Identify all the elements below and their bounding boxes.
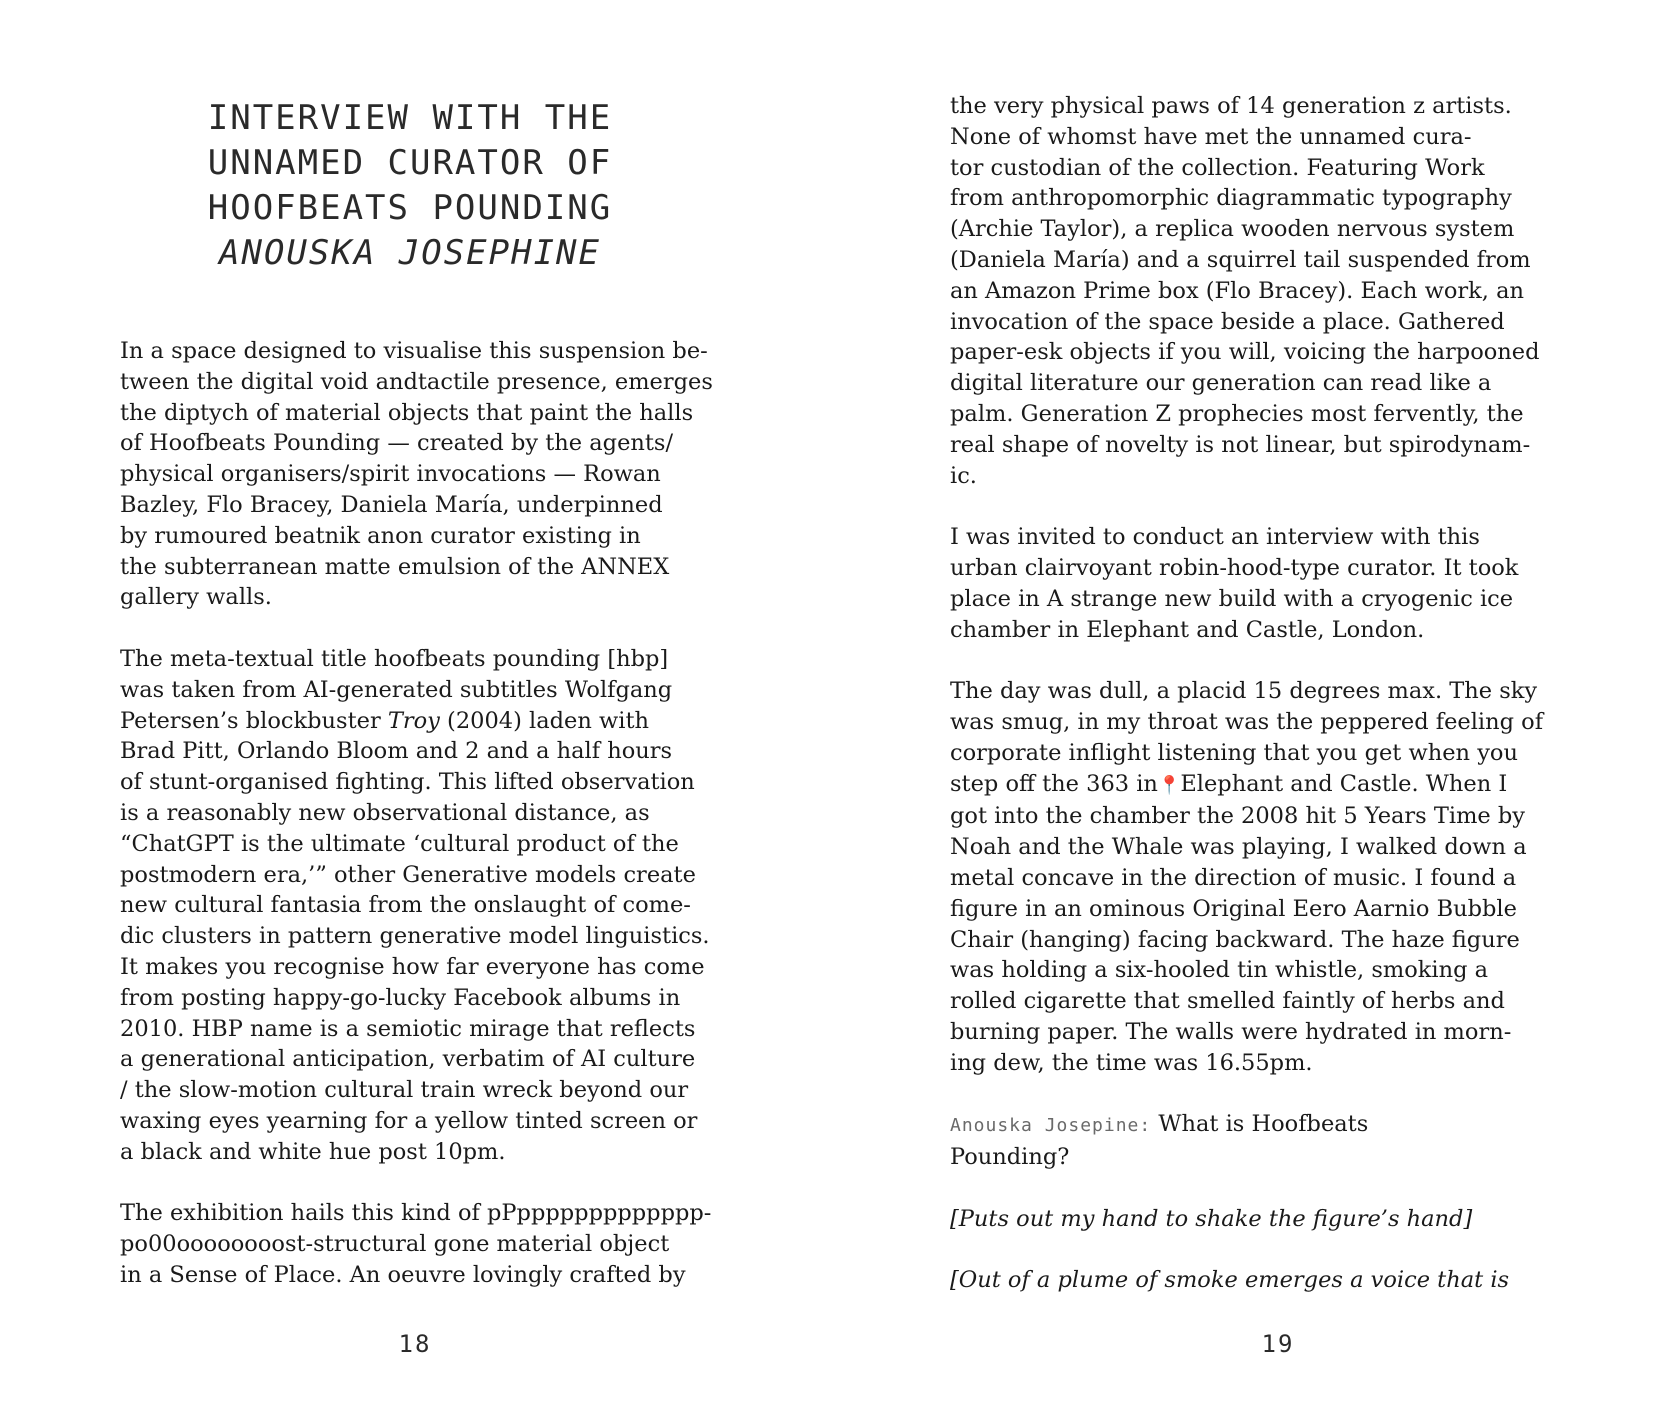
text-line: gallery walls.: [120, 584, 272, 611]
text-line: postmodern era,’” other Generative models create: [120, 861, 696, 888]
page-number: 19: [1261, 1330, 1295, 1358]
text-line: real shape of novelty is not linear, but spirodynam-: [950, 431, 1531, 458]
text-line: a black and white hue post 10pm.: [120, 1138, 506, 1165]
text-line: po00oooooooost-structural gone material object: [120, 1231, 670, 1258]
text-line: corporate inflight listening that you get when you: [950, 739, 1518, 766]
text-line: was taken from AI-generated subtitles Wolfgang: [120, 676, 673, 703]
text-line: urban clairvoyant robin-hood-type curator. It took: [950, 554, 1519, 581]
text-line: [950, 1109, 1560, 1142]
text-line: metal concave in the direction of music. I found a: [950, 864, 1517, 891]
location-pin-icon: 📍: [1157, 774, 1181, 796]
title-line-2: UNNAMED CURATOR OF: [207, 143, 613, 183]
text-line: None of whomst have met the unnamed cura-: [950, 123, 1472, 150]
title-line-1: INTERVIEW WITH THE: [207, 98, 613, 138]
title-author: ANOUSKA JOSEPHINE: [219, 233, 601, 273]
text-line: In a space designed to visualise this suspension be-: [120, 338, 708, 364]
text-line: “ChatGPT is the ultimate ‘cultural product of the: [120, 830, 679, 857]
text-line: the very physical paws of 14 generation z artists.: [950, 93, 1512, 119]
text-line: [950, 769, 1560, 802]
text-line: ing dew, the time was 16.55pm.: [950, 1049, 1313, 1076]
interview-question: [950, 1109, 1560, 1173]
text-line: It makes you recognise how far everyone has come: [120, 953, 705, 980]
text-line: [120, 706, 720, 737]
text-line: burning paper. The walls were hydrated in morn-: [950, 1018, 1512, 1045]
text-line: place in A strange new build with a cryogenic ice: [950, 585, 1514, 612]
stage-direction: [Puts out my hand to shake the figure’s hand]: [950, 1205, 1473, 1232]
text-line: the subterranean matte emulsion of the ANNEX: [120, 553, 670, 580]
text-line: Brad Pitt, Orlando Bloom and 2 and a half hours: [120, 738, 673, 765]
text-line: rolled cigarette that smelled faintly of herbs and: [950, 988, 1505, 1015]
text-line: figure in an ominous Original Eero Aarnio Bubble: [950, 895, 1517, 922]
question-text: What is Hoofbeats: [1151, 1111, 1369, 1138]
text-line: Chair (hanging) facing backward. The haze figure: [950, 926, 1520, 953]
text-line: invocation of the space beside a place. Gathered: [950, 308, 1505, 335]
text-run: step off the 363 in: [950, 770, 1158, 797]
paragraph: [120, 336, 720, 613]
text-run: Petersen’s blockbuster: [120, 707, 388, 734]
text-line: palm. Generation Z prophecies most fervently, the: [950, 400, 1524, 427]
text-line: a generational anticipation, verbatim of AI culture: [120, 1046, 696, 1073]
text-line: the diptych of material objects that paint the halls: [120, 399, 694, 426]
stage-direction: [Out of a plume of smoke emerges a voice that is: [950, 1267, 1510, 1294]
text-line: from posting happy-go-lucky Facebook albums in: [120, 984, 681, 1011]
text-line: from anthropomorphic diagrammatic typography: [950, 185, 1512, 212]
text-line: waxing eyes yearning for a yellow tinted screen or: [120, 1107, 698, 1134]
text-line: an Amazon Prime box (Flo Bracey). Each work, an: [950, 277, 1524, 304]
text-run: Elephant and Castle. When I: [1180, 770, 1508, 797]
text-line: physical organisers/spirit invocations — Rowan: [120, 461, 661, 488]
text-line: The meta-textual title hoofbeats pounding [hbp]: [120, 645, 669, 672]
text-line: in a Sense of Place. An oeuvre lovingly crafted by: [120, 1261, 686, 1288]
text-line: ic.: [950, 462, 977, 489]
text-line: dic clusters in pattern generative model linguistics.: [120, 923, 710, 950]
text-line: new cultural fantasia from the onslaught of come-: [120, 892, 691, 919]
text-line: got into the chamber the 2008 hit 5 Years Time by: [950, 803, 1526, 830]
text-line: The exhibition hails this kind of pPppppppppppppp-: [120, 1200, 712, 1227]
paragraph: [950, 522, 1560, 645]
text-line: digital literature our generation can read like a: [950, 370, 1492, 397]
text-line: tween the digital void andtactile presence, emerges: [120, 368, 713, 395]
text-line: (Daniela María) and a squirrel tail suspended from: [950, 246, 1531, 273]
text-line: of Hoofbeats Pounding — created by the agents/: [120, 430, 674, 457]
film-title: Troy: [387, 707, 440, 734]
text-line: chamber in Elephant and Castle, London.: [950, 616, 1425, 643]
text-line: paper-esk objects if you will, voicing the harpooned: [950, 339, 1540, 366]
text-line: tor custodian of the collection. Featuring Work: [950, 154, 1485, 181]
text-line: (Archie Taylor), a replica wooden nervous system: [950, 216, 1515, 243]
paragraph: [950, 676, 1560, 1078]
text-line: / the slow-motion cultural train wreck beyond our: [120, 1077, 689, 1104]
text-line: by rumoured beatnik anon curator existing in: [120, 522, 641, 549]
text-line: of stunt-organised fighting. This lifted observation: [120, 769, 695, 796]
text-line: was holding a six-hooled tin whistle, smoking a: [950, 957, 1489, 984]
left-column: [120, 336, 720, 1322]
title-line-3: HOOFBEATS POUNDING: [207, 188, 613, 228]
speaker-label: Anouska Josepine:: [950, 1115, 1152, 1137]
text-line: Bazley, Flo Bracey, Daniela María, underpinned: [120, 491, 663, 518]
paragraph: [120, 644, 720, 1168]
article-title: [160, 96, 660, 276]
text-run: (2004) laden with: [439, 707, 649, 734]
text-line: 2010. HBP name is a semiotic mirage that reflects: [120, 1015, 696, 1042]
text-line: is a reasonably new observational distance, as: [120, 799, 650, 826]
text-line: The day was dull, a placid 15 degrees max. The sky: [950, 678, 1538, 705]
text-line: was smug, in my throat was the peppered feeling of: [950, 708, 1544, 735]
paragraph: [120, 1198, 720, 1290]
page-number: 18: [398, 1330, 432, 1358]
right-page: [827, 0, 1654, 1418]
right-column: [950, 91, 1560, 1327]
text-line: I was invited to conduct an interview with this: [950, 524, 1480, 551]
paragraph: [950, 91, 1560, 491]
text-line: Pounding?: [950, 1144, 1070, 1171]
text-line: Noah and the Whale was playing, I walked down a: [950, 834, 1527, 861]
